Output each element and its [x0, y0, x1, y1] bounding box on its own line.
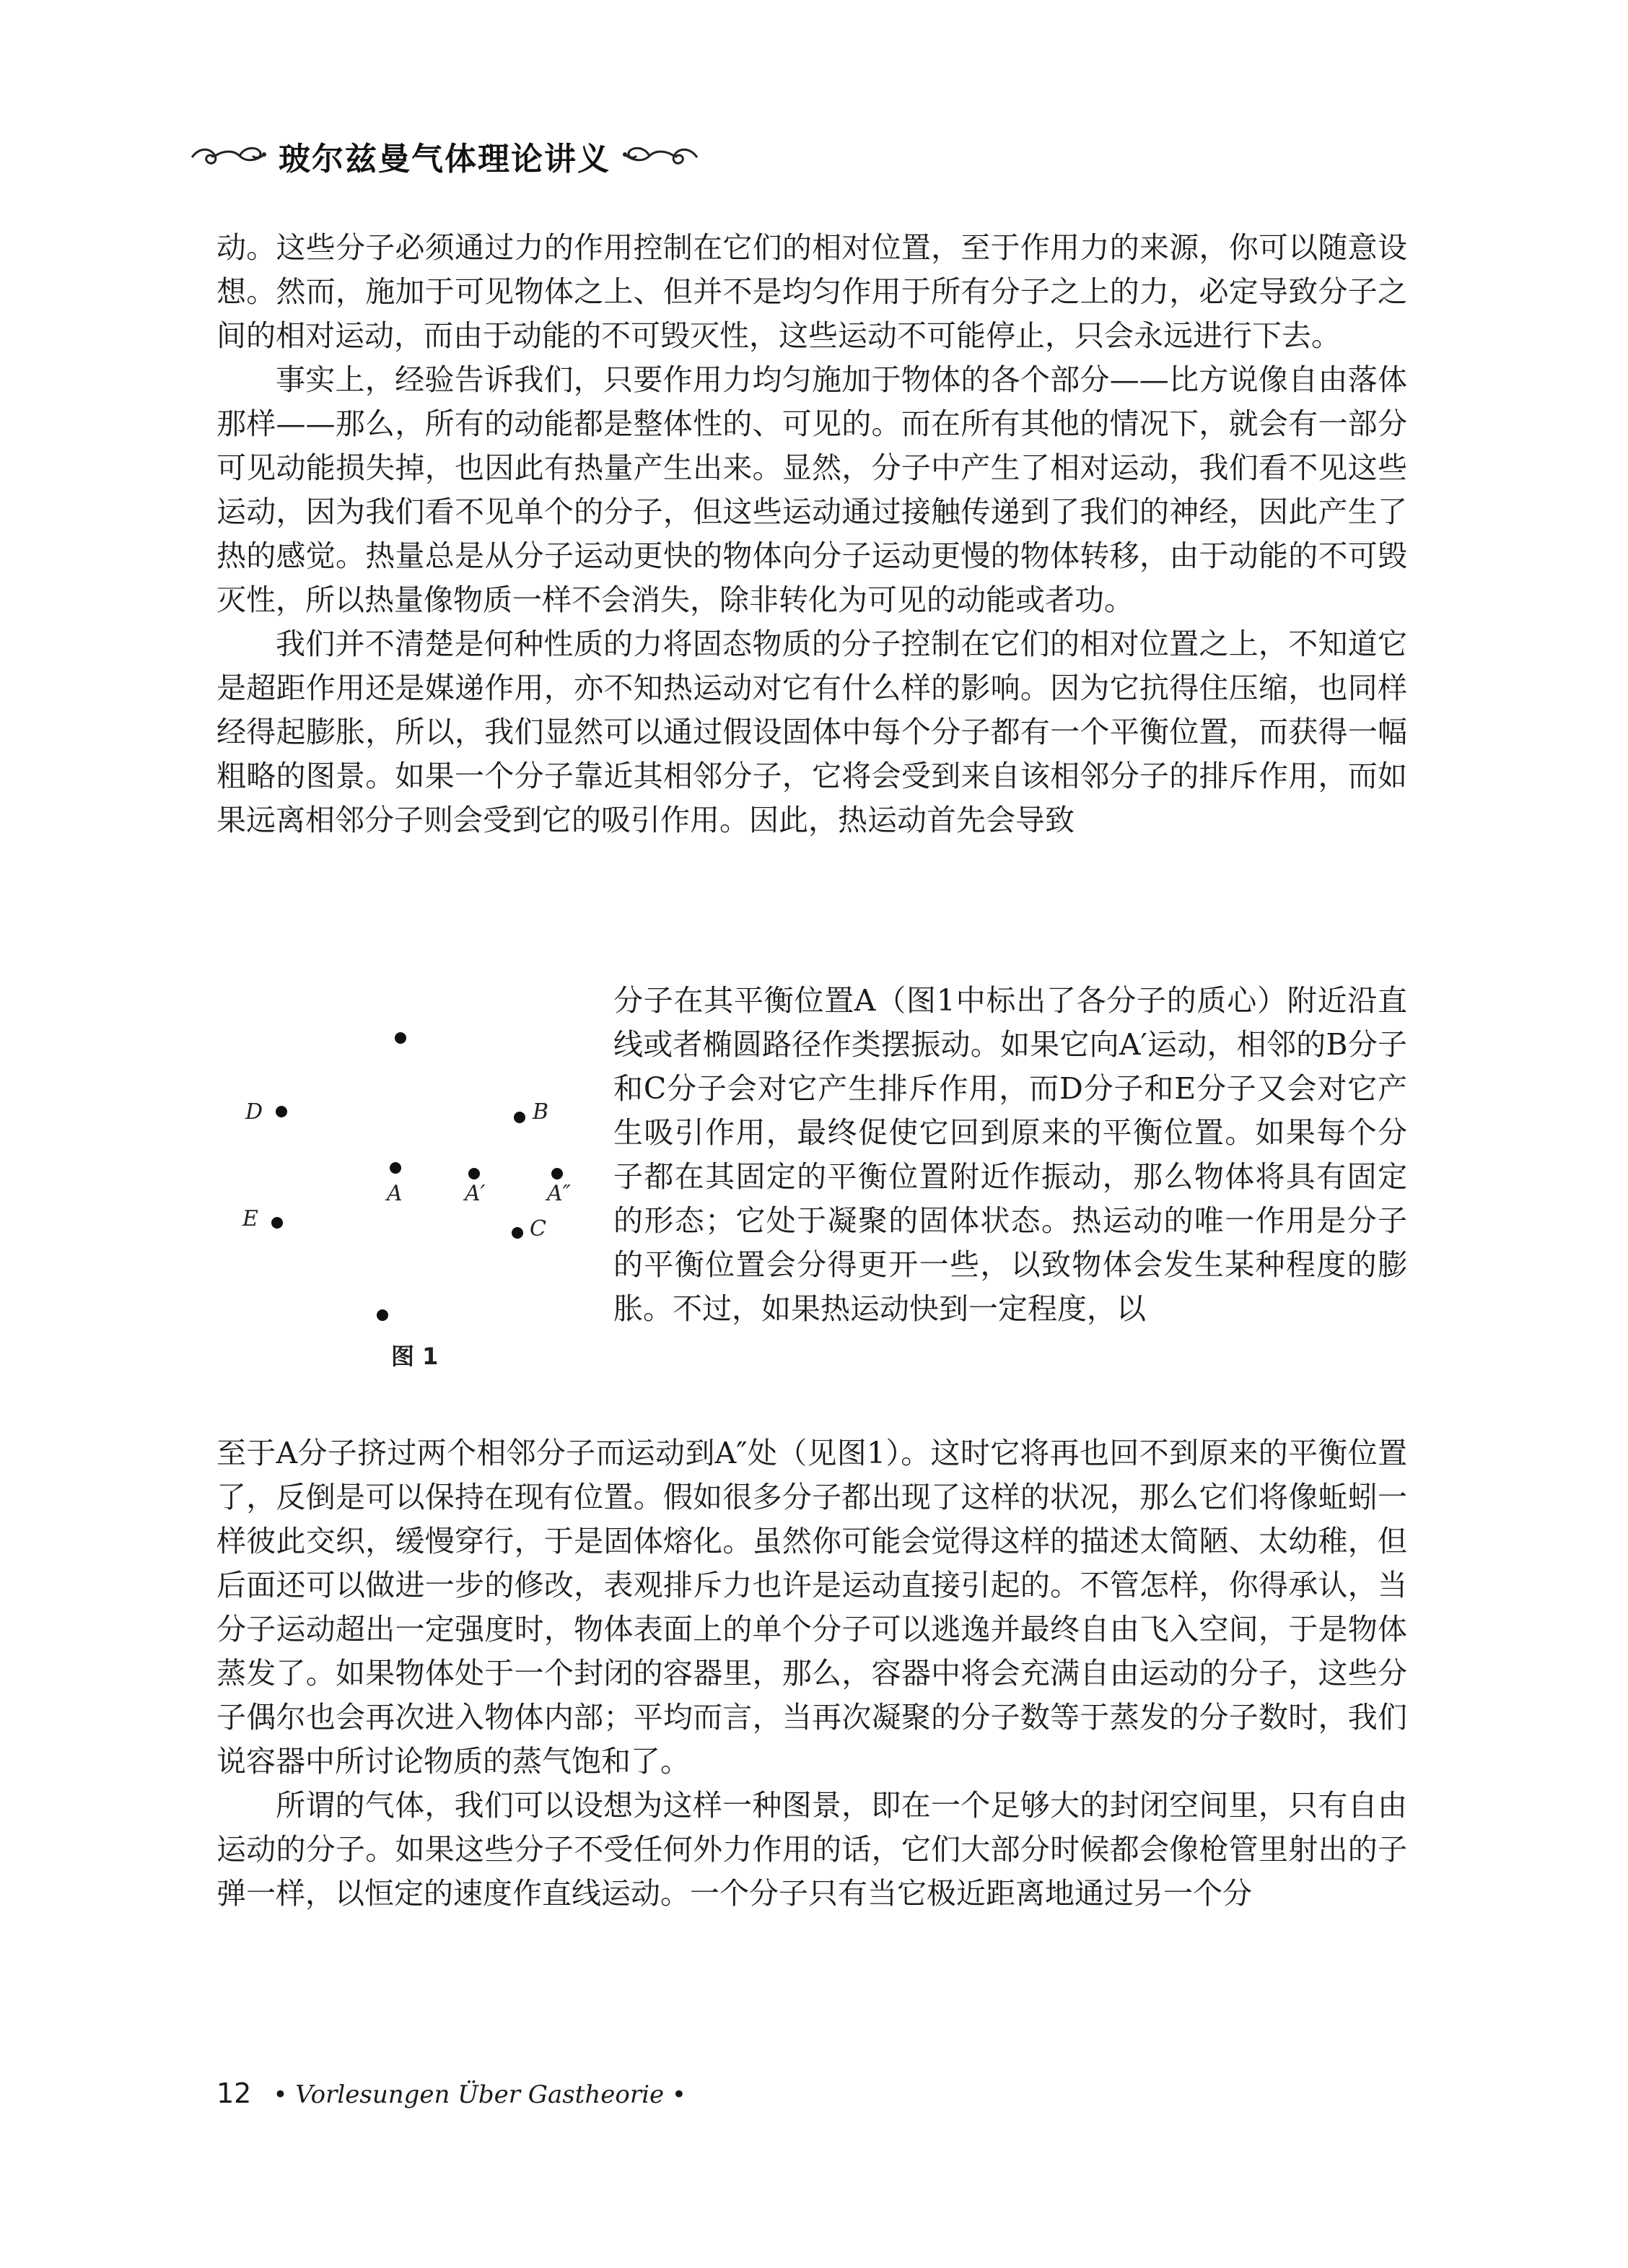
- page-footer: [216, 2077, 686, 2109]
- book-title: • Vorlesungen Über Gastheorie •: [273, 2080, 686, 2109]
- molecule-bottom: [377, 1309, 388, 1321]
- label-c: C: [530, 1216, 546, 1242]
- header-title: 玻尔兹曼气体理论讲义: [279, 141, 610, 178]
- right-ornament-icon: [621, 141, 700, 170]
- label-e: E: [242, 1206, 258, 1231]
- molecule-b: [514, 1112, 525, 1123]
- position-a-prime: [468, 1168, 480, 1179]
- paragraph: 我们并不清楚是何种性质的力将固态物质的分子控制在它们的相对位置之上，不知道它是超距作用还是媒递作用，亦不知热运动对它有什么样的影响。因为它抗得住压缩，也同样经得起膨胀，所以，我们显然可以通过假设固体中每个分子都有一个平衡位置，而获得一幅粗略的图景。如果一个分子靠近其相邻分子，它将会受到来自该相邻分子的排斥作用，而如果远离相邻分子则会受到它的吸引作用。因此，热运动首先会导致: [216, 627, 1407, 837]
- main-text-top: [216, 226, 1407, 842]
- paragraph: 所谓的气体，我们可以设想为这样一种图景，即在一个足够大的封闭空间里，只有自由运动的分子。如果这些分子不受任何外力作用的话，它们大部分时候都会像枪管里射出的子弹一样，以恒定的速度作直线运动。一个分子只有当它极近距离地通过另一个分: [216, 1788, 1407, 1911]
- label-d: D: [245, 1099, 263, 1125]
- left-ornament-icon: [189, 141, 268, 170]
- page-number: 12: [216, 2077, 252, 2109]
- paragraph: 事实上，经验告诉我们，只要作用力均匀施加于物体的各个部分——比方说像自由落体那样——那么，所有的动能都是整体性的、可见的。而在所有其他的情况下，就会有一部分可见动能损失掉，也因此有热量产生出来。显然，分子中产生了相对运动，我们看不见这些运动，因为我们看不见单个的分子，但这些运动通过接触传递到了我们的神经，因此产生了热的感觉。热量总是从分子运动更快的物体向分子运动更慢的物体转移，由于动能的不可毁灭性，所以热量像物质一样不会消失，除非转化为可见的动能或者功。: [216, 362, 1407, 617]
- paragraph-continuation: 动。这些分子必须通过力的作用控制在它们的相对位置，至于作用力的来源，你可以随意设想。然而，施加于可见物体之上、但并不是均匀作用于所有分子之上的力，必定导致分子之间的相对运动，而由于动能的不可毁灭性，这些运动不可能停止，只会永远进行下去。: [216, 230, 1407, 353]
- molecule-c: [512, 1227, 523, 1239]
- label-a-double-prime: A″: [547, 1181, 571, 1206]
- running-header: [189, 134, 700, 178]
- position-a-double-prime: [551, 1168, 563, 1179]
- figure-caption: 图 1: [391, 1343, 439, 1370]
- figure-1: [216, 1011, 606, 1393]
- label-b: B: [533, 1099, 549, 1125]
- label-a-prime: A′: [465, 1181, 486, 1206]
- molecule-e: [271, 1217, 283, 1229]
- molecule-a: [390, 1162, 401, 1174]
- label-a: A: [387, 1181, 403, 1206]
- paragraph-side: 分子在其平衡位置A（图1中标出了各分子的质心）附近沿直线或者椭圆路径作类摆振动。如果它向A′运动，相邻的B分子和C分子会对它产生排斥作用，而D分子和E分子又会对它产生吸引作用，最终促使它回到原来的平衡位置。如果每个分子都在其固定的平衡位置附近作振动，那么物体将具有固定的形态；它处于凝聚的固体状态。热运动的唯一作用是分子的平衡位置会分得更开一些，以致物体会发生某种程度的膨胀。不过，如果热运动快到一定程度，以: [613, 983, 1407, 1326]
- molecule-d: [276, 1106, 287, 1117]
- main-text-beside-figure: [613, 979, 1407, 1331]
- paragraph-continuation: 至于A分子挤过两个相邻分子而运动到A″处（见图1）。这时它将再也回不到原来的平衡位置了，反倒是可以保持在现有位置。假如很多分子都出现了这样的状况，那么它们将像蚯蚓一样彼此交织，缓慢穿行，于是固体熔化。虽然你可能会觉得这样的描述太简陋、太幼稚，但后面还可以做进一步的修改，表观排斥力也许是运动直接引起的。不管怎样，你得承认，当分子运动超出一定强度时，物体表面上的单个分子可以逃逸并最终自由飞入空间，于是物体蒸发了。如果物体处于一个封闭的容器里，那么，容器中将会充满自由运动的分子，这些分子偶尔也会再次进入物体内部；平均而言，当再次凝聚的分子数等于蒸发的分子数时，我们说容器中所讨论物质的蒸气饱和了。: [216, 1436, 1407, 1779]
- molecule-top: [395, 1032, 406, 1044]
- molecule-diagram: [216, 1011, 606, 1393]
- main-text-bottom: [216, 1431, 1407, 1916]
